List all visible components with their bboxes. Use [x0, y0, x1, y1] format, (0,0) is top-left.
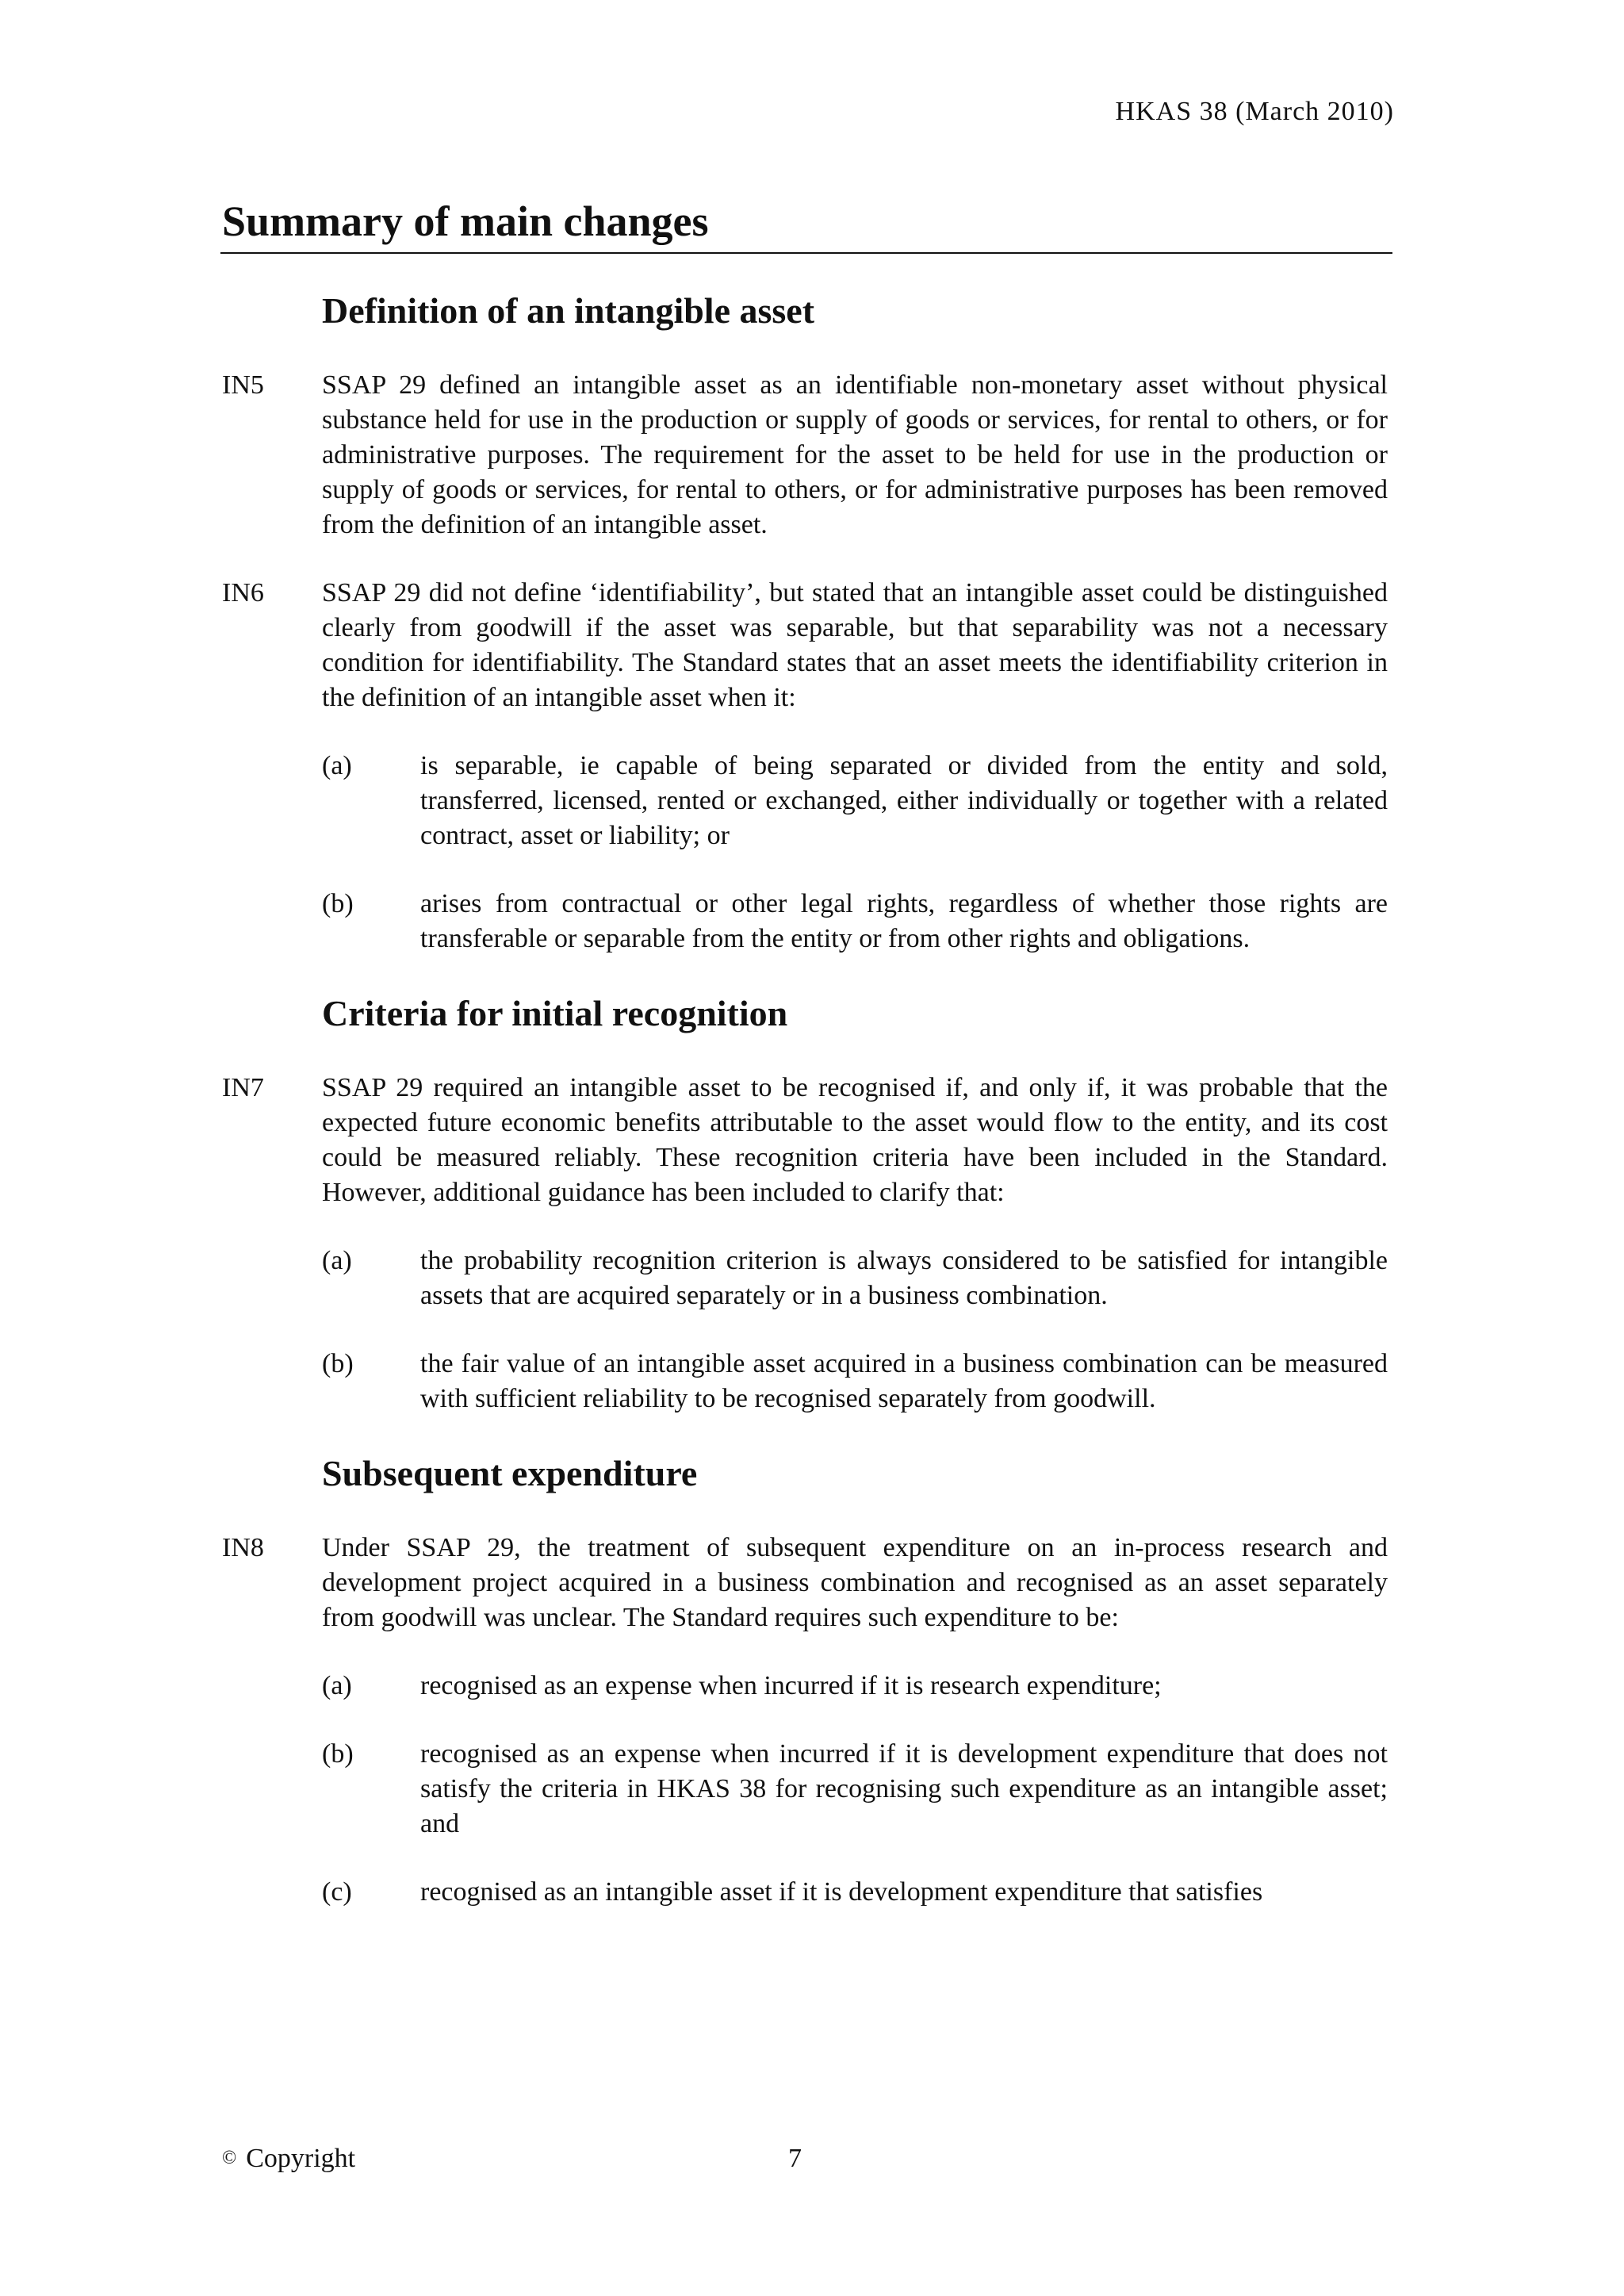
list-item-label: (c): [322, 1877, 352, 1907]
document-body: [222, 287, 1388, 1943]
page-header-reference: HKAS 38 (March 2010): [1115, 97, 1394, 126]
paragraph: [222, 1071, 1388, 1210]
list-item: [322, 1737, 1388, 1842]
list-item-text: recognised as an intangible asset if it is development expenditure that satisfies: [420, 1877, 1263, 1907]
list-item: [322, 1875, 1388, 1910]
list-item: [322, 1244, 1388, 1313]
list-item-label: (b): [322, 1739, 354, 1769]
list-item-label: (a): [322, 751, 352, 780]
list-item-label: (b): [322, 889, 354, 918]
paragraph-number: IN8: [222, 1533, 264, 1562]
section-heading: Subsequent expenditure: [322, 1453, 698, 1493]
list-item-label: (a): [322, 1671, 352, 1700]
list-item: [322, 749, 1388, 853]
list-item-text: the fair value of an intangible asset acquired in a business combination can be measured with sufficient reliability to be recognised separately from goodwill.: [420, 1349, 1388, 1413]
section: [222, 287, 1388, 956]
paragraph-text: SSAP 29 did not define ‘identifiability’, but stated that an intangible asset could be distinguished clearly from goodwill if the asset was separable, but that separability was not a necessary condition for identifiability. The Standard states that an asset meets the identifiability criterion in the definition of an intangible asset when it:: [322, 578, 1388, 712]
paragraph: [222, 576, 1388, 715]
section-heading: Definition of an intangible asset: [322, 290, 815, 331]
list-item-label: (a): [322, 1246, 352, 1275]
copyright-text: Copyright: [246, 2144, 356, 2173]
list-item: [322, 1347, 1388, 1416]
page-number: 7: [788, 2144, 802, 2173]
paragraph-number: IN7: [222, 1073, 264, 1102]
list-item-text: the probability recognition criterion is always considered to be satisfied for intangible assets that are acquired separately or in a business combination.: [420, 1246, 1388, 1310]
section: [222, 990, 1388, 1416]
paragraph-number: IN6: [222, 578, 264, 608]
list-item: [322, 887, 1388, 956]
list-item: [322, 1669, 1388, 1704]
paragraph-number: IN5: [222, 370, 264, 400]
list-item-text: is separable, ie capable of being separated or divided from the entity and sold, transferred, licensed, rented or exchanged, either individually or together with a related contract, asset or liability; or: [420, 751, 1388, 850]
list-item-text: recognised as an expense when incurred if it is research expenditure;: [420, 1671, 1162, 1700]
copyright-icon: ©: [222, 2148, 237, 2168]
paragraph: [222, 368, 1388, 542]
page-title: Summary of main changes: [222, 197, 709, 245]
section: [222, 1450, 1388, 1910]
copyright-notice: [222, 2144, 355, 2174]
title-underline-divider: [220, 252, 1392, 254]
paragraph-text: SSAP 29 required an intangible asset to be recognised if, and only if, it was probable that the expected future economic benefits attributable to the asset would flow to the entity, and its cost could be measured reliably. These recognition criteria have been included in the Standard. However, additional guidance has been included to clarify that:: [322, 1073, 1388, 1207]
list-item-label: (b): [322, 1349, 354, 1378]
list-item-text: arises from contractual or other legal rights, regardless of whether those rights are transferable or separable from the entity or from other rights and obligations.: [420, 889, 1388, 953]
paragraph: [222, 1531, 1388, 1635]
paragraph-text: SSAP 29 defined an intangible asset as an identifiable non-monetary asset without physical substance held for use in the production or supply of goods or services, for rental to others, or for administrative purposes. The requirement for the asset to be held for use in the production or supply of goods or services, for rental to others, or for administrative purposes has been removed from the definition of an intangible asset.: [322, 370, 1388, 539]
paragraph-text: Under SSAP 29, the treatment of subsequent expenditure on an in-process research and development project acquired in a business combination and recognised as an asset separately from goodwill was unclear. The Standard requires such expenditure to be:: [322, 1533, 1388, 1632]
section-heading: Criteria for initial recognition: [322, 993, 788, 1033]
list-item-text: recognised as an expense when incurred if it is development expenditure that does not satisfy the criteria in HKAS 38 for recognising such expenditure as an intangible asset; and: [420, 1739, 1388, 1838]
